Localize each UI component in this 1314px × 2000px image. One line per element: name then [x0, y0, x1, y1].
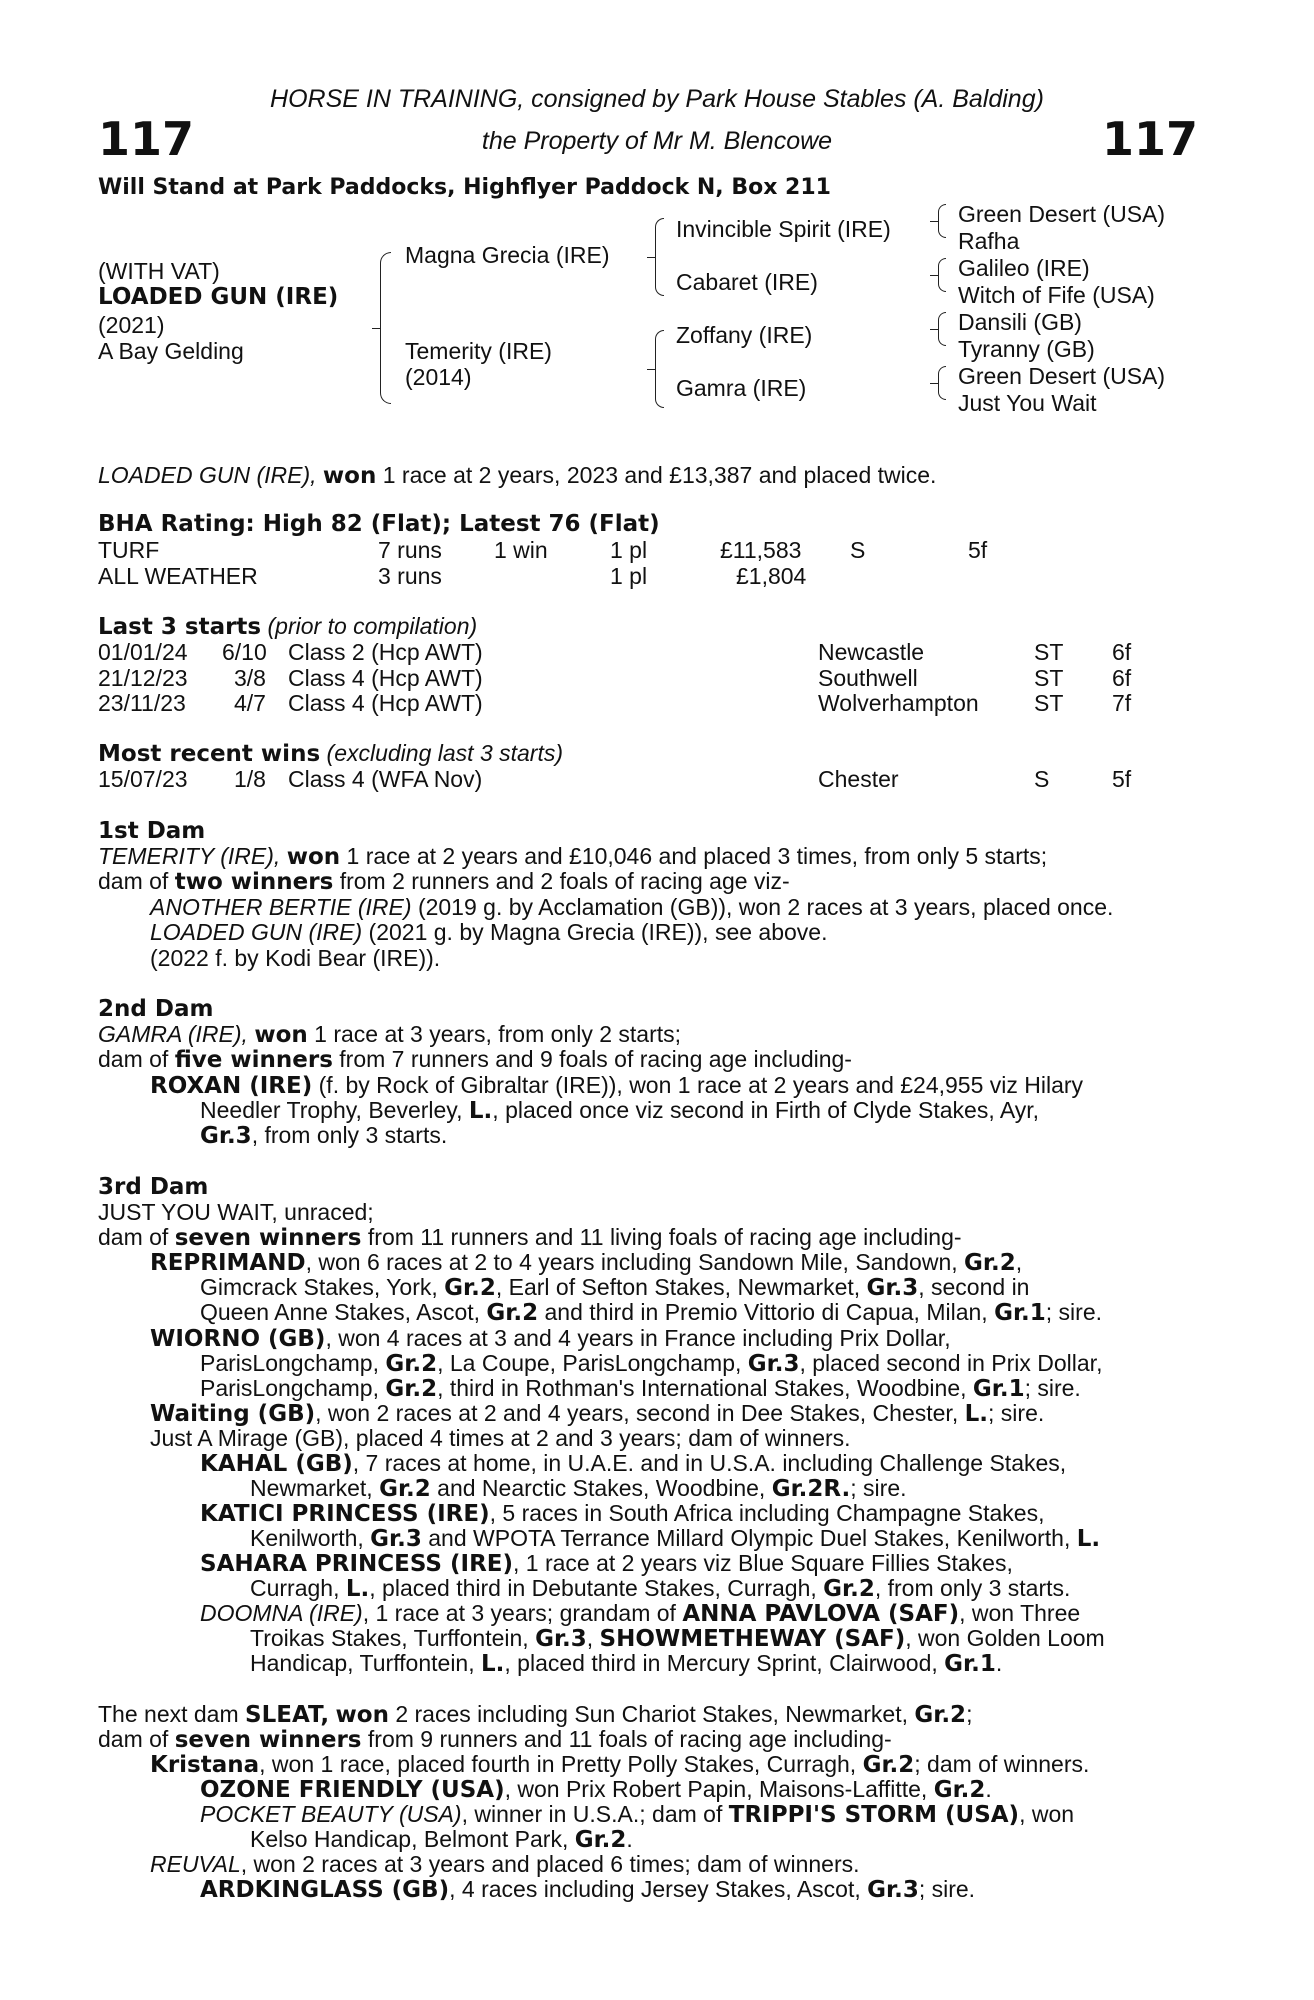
pedigree-sss: Green Desert (USA) — [958, 201, 1166, 227]
second-dam-record: GAMRA (IRE), won 1 race at 3 years, from only 2 starts; — [98, 1021, 682, 1048]
pedigree-ddd: Just You Wait — [958, 390, 1097, 416]
pedigree-brace-ds — [938, 312, 946, 346]
header-property: the Property of Mr M. Blencowe — [481, 127, 833, 155]
third-dam-heading: 3rd Dam — [98, 1174, 209, 1200]
horse-description: A Bay Gelding — [98, 338, 244, 364]
bha-rating: BHA Rating: High 82 (Flat); Latest 76 (Flat) — [98, 511, 660, 537]
progeny-ozone-friendly: OZONE FRIENDLY (USA), won Prix Robert Papin, Maisons-Laffitte, Gr.2. — [200, 1776, 992, 1803]
progeny-doomna: DOOMNA (IRE), 1 race at 3 years; grandam of ANNA PAVLOVA (SAF), won Three — [200, 1600, 1081, 1627]
progeny-kahal: KAHAL (GB), 7 races at home, in U.A.E. and in U.S.A. including Challenge Stakes, — [200, 1450, 1067, 1477]
first-dam-progeny: (2022 f. by Kodi Bear (IRE)). — [150, 945, 441, 971]
horse-year: (2021) — [98, 312, 165, 338]
pedigree-dam-year: (2014) — [405, 364, 472, 390]
progeny-line: Kelso Handicap, Belmont Park, Gr.2. — [250, 1826, 633, 1853]
horse-name: LOADED GUN (IRE) — [98, 284, 339, 310]
first-dam-record: TEMERITY (IRE), won 1 race at 2 years and £10,046 and placed 3 times, from only 5 starts; — [98, 843, 1048, 870]
pedigree-dds: Green Desert (USA) — [958, 363, 1166, 389]
pedigree-dam-dam: Gamra (IRE) — [676, 375, 807, 401]
pedigree-brace-dd — [938, 366, 946, 400]
recent-wins-heading: Most recent wins (excluding last 3 starts) — [98, 740, 564, 767]
progeny-line: Newmarket, Gr.2 and Nearctic Stakes, Woodbine, Gr.2R.; sire. — [250, 1475, 907, 1502]
pedigree-sire: Magna Grecia (IRE) — [405, 242, 610, 268]
header-consignor: HORSE IN TRAINING, consigned by Park House Stables (A. Balding) — [270, 85, 1044, 113]
pedigree-brace-sd — [938, 258, 946, 292]
progeny-sahara-princess: SAHARA PRINCESS (IRE), 1 race at 2 years viz Blue Square Fillies Stakes, — [200, 1550, 1013, 1577]
third-dam-record: JUST YOU WAIT, unraced; — [98, 1199, 374, 1225]
progeny-line: Kenilworth, Gr.3 and WPOTA Terrance Millard Olympic Duel Stakes, Kenilworth, L. — [250, 1525, 1101, 1552]
progeny-pocket-beauty: POCKET BEAUTY (USA), winner in U.S.A.; dam of TRIPPI'S STORM (USA), won — [200, 1801, 1075, 1828]
first-dam-heading: 1st Dam — [98, 818, 206, 844]
lot-number-right: 117 — [1101, 112, 1198, 166]
pedigree-brace-main — [380, 252, 391, 404]
progeny-line: ParisLongchamp, Gr.2, La Coupe, ParisLongchamp, Gr.3, placed second in Prix Dollar, — [200, 1350, 1103, 1377]
progeny-ardkinglass: ARDKINGLASS (GB), 4 races including Jersey Stakes, Ascot, Gr.3; sire. — [200, 1876, 976, 1903]
second-dam-progeny-cont: Gr.3, from only 3 starts. — [200, 1122, 448, 1149]
progeny-line: Gimcrack Stakes, York, Gr.2, Earl of Sefton Stakes, Newmarket, Gr.3, second in — [200, 1274, 1030, 1301]
race-summary: LOADED GUN (IRE), won 1 race at 2 years, 2023 and £13,387 and placed twice. — [98, 462, 937, 489]
first-dam-progeny: ANOTHER BERTIE (IRE) (2019 g. by Acclamation (GB)), won 2 races at 3 years, placed once. — [150, 894, 1114, 920]
progeny-line: Handicap, Turffontein, L., placed third in Mercury Sprint, Clairwood, Gr.1. — [250, 1650, 1003, 1677]
next-dam-record: The next dam SLEAT, won 2 races including Sun Chariot Stakes, Newmarket, Gr.2; — [98, 1701, 973, 1728]
progeny-line: Curragh, L., placed third in Debutante Stakes, Curragh, Gr.2, from only 3 starts. — [250, 1575, 1071, 1602]
progeny-reuval: REUVAL, won 2 races at 3 years and placed 6 times; dam of winners. — [150, 1851, 860, 1877]
progeny-line: Troikas Stakes, Turffontein, Gr.3, SHOWMETHEWAY (SAF), won Golden Loom — [250, 1625, 1105, 1652]
second-dam-progeny-cont: Needler Trophy, Beverley, L., placed once viz second in Firth of Clyde Stakes, Ayr, — [200, 1097, 1040, 1124]
progeny-line: Queen Anne Stakes, Ascot, Gr.2 and third in Premio Vittorio di Capua, Milan, Gr.1; sire. — [200, 1299, 1102, 1326]
pedigree-dss: Dansili (GB) — [958, 309, 1082, 335]
vat-label: (WITH VAT) — [98, 258, 220, 284]
first-dam-progeny: LOADED GUN (IRE) (2021 g. by Magna Grecia (IRE)), see above. — [150, 919, 828, 945]
pedigree-sdd: Witch of Fife (USA) — [958, 282, 1155, 308]
progeny-waiting: Waiting (GB), won 2 races at 2 and 4 years, second in Dee Stakes, Chester, L.; sire. — [150, 1400, 1045, 1427]
third-dam-produce: dam of seven winners from 11 runners and 11 living foals of racing age including- — [98, 1224, 962, 1251]
pedigree-dsd: Tyranny (GB) — [958, 336, 1095, 362]
progeny-kristana: Kristana, won 1 race, placed fourth in Pretty Polly Stakes, Curragh, Gr.2; dam of winners. — [150, 1751, 1090, 1778]
pedigree-brace-ss — [938, 204, 946, 238]
stand-location: Will Stand at Park Paddocks, Highflyer Paddock N, Box 211 — [98, 175, 831, 200]
pedigree-dam-sire: Zoffany (IRE) — [676, 322, 813, 348]
first-dam-produce: dam of two winners from 2 runners and 2 foals of racing age viz- — [98, 868, 790, 895]
progeny-wiorno: WIORNO (GB), won 4 races at 3 and 4 years in France including Prix Dollar, — [150, 1325, 951, 1352]
pedigree-sire-dam: Cabaret (IRE) — [676, 269, 818, 295]
second-dam-progeny: ROXAN (IRE) (f. by Rock of Gibraltar (IRE)), won 1 race at 2 years and £24,955 viz Hilary — [150, 1072, 1084, 1099]
next-dam-produce: dam of seven winners from 9 runners and 11 foals of racing age including- — [98, 1726, 892, 1753]
pedigree-sds: Galileo (IRE) — [958, 255, 1090, 281]
progeny-reprimand: REPRIMAND, won 6 races at 2 to 4 years including Sandown Mile, Sandown, Gr.2, — [150, 1249, 1023, 1276]
second-dam-produce: dam of five winners from 7 runners and 9 foals of racing age including- — [98, 1046, 852, 1073]
pedigree-brace-dam — [655, 330, 664, 408]
progeny-just-a-mirage: Just A Mirage (GB), placed 4 times at 2 and 3 years; dam of winners. — [150, 1425, 851, 1451]
pedigree-ssd: Rafha — [958, 228, 1020, 254]
pedigree-sire-sire: Invincible Spirit (IRE) — [676, 216, 891, 242]
last3-heading: Last 3 starts (prior to compilation) — [98, 613, 478, 640]
pedigree-dam: Temerity (IRE) — [405, 338, 552, 364]
progeny-katici-princess: KATICI PRINCESS (IRE), 5 races in South Africa including Champagne Stakes, — [200, 1500, 1045, 1527]
pedigree-brace-sire — [655, 218, 664, 296]
lot-number-left: 117 — [98, 112, 195, 166]
progeny-line: ParisLongchamp, Gr.2, third in Rothman's International Stakes, Woodbine, Gr.1; sire. — [200, 1375, 1081, 1402]
second-dam-heading: 2nd Dam — [98, 996, 214, 1022]
